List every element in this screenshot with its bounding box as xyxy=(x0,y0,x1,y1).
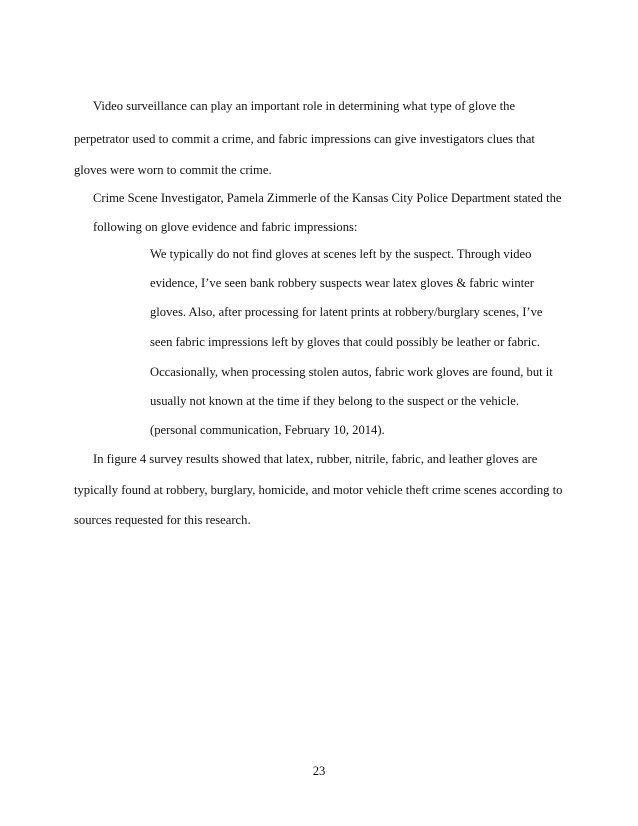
block-quote-line-4: seen fabric impressions left by gloves that could possibly be leather or fabric. xyxy=(150,335,540,349)
paragraph-3-line-1: In figure 4 survey results showed that latex, rubber, nitrile, fabric, and leather gloves are xyxy=(93,452,538,466)
block-quote-line-2: evidence, I’ve seen bank robbery suspects wear latex gloves & fabric winter xyxy=(150,276,534,290)
paragraph-3-line-3: sources requested for this research. xyxy=(74,513,251,527)
paragraph-1-line-1: Video surveillance can play an important role in determining what type of glove the xyxy=(93,99,516,113)
paragraph-2-line-1: Crime Scene Investigator, Pamela Zimmerle of the Kansas City Police Department stated the xyxy=(93,191,562,205)
page-number: 23 xyxy=(312,764,326,778)
paragraph-1-line-3: gloves were worn to commit the crime. xyxy=(74,163,272,177)
paragraph-2-line-2: following on glove evidence and fabric impressions: xyxy=(93,220,358,234)
block-quote-line-5: Occasionally, when processing stolen autos, fabric work gloves are found, but it xyxy=(150,365,553,379)
block-quote-line-6: usually not known at the time if they belong to the suspect or the vehicle. xyxy=(150,394,519,408)
paragraph-3-line-2: typically found at robbery, burglary, homicide, and motor vehicle theft crime scenes according to xyxy=(74,483,563,497)
block-quote-line-7: (personal communication, February 10, 2014). xyxy=(150,423,385,437)
block-quote-line-3: gloves. Also, after processing for latent prints at robbery/burglary scenes, I’ve xyxy=(150,305,543,319)
block-quote-line-1: We typically do not find gloves at scenes left by the suspect. Through video xyxy=(150,247,532,261)
paragraph-1-line-2: perpetrator used to commit a crime, and fabric impressions can give investigators clues that xyxy=(74,132,535,146)
